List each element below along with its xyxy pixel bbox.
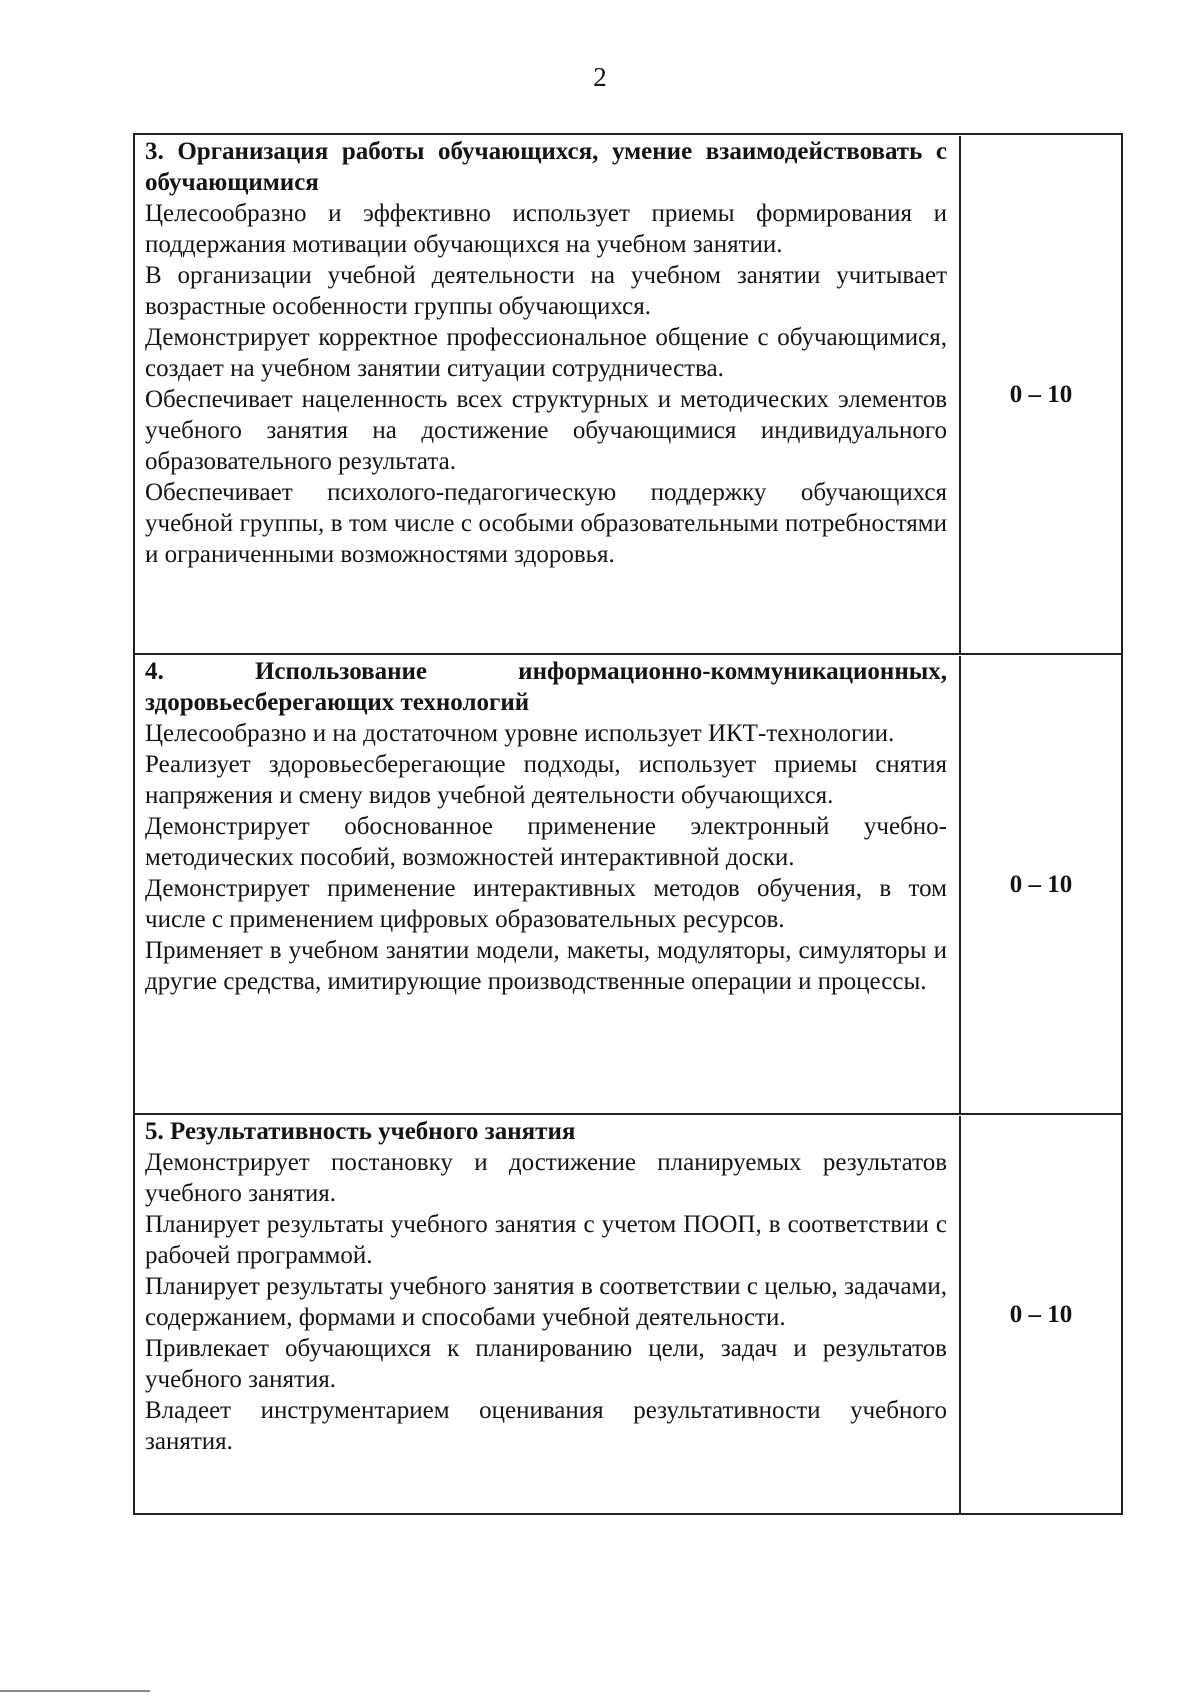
criterion-paragraph: Реализует здоровьесберегающие подходы, использует приемы снятия напряжения и смену видов учебной деятельности обучающихся.: [145, 751, 947, 809]
criterion-paragraph: Демонстрирует постановку и достижение планируемых результатов учебного занятия.: [145, 1149, 947, 1207]
criterion-paragraph: Планирует результаты учебного занятия в соответствии с целью, задачами, содержанием, формами и способами учебной деятельности.: [145, 1273, 947, 1331]
criteria-table: [133, 133, 1123, 1515]
criterion-paragraph: Демонстрирует обоснованное применение электронный учебно-методических пособий, возможностей интерактивной доски.: [145, 813, 947, 871]
criterion-heading: 3. Организация работы обучающихся, умение взаимодействовать с обучающимися: [145, 138, 947, 196]
page-number: 2: [593, 62, 607, 92]
criterion-heading: 5. Результативность учебного занятия: [145, 1118, 576, 1145]
criterion-paragraph: Применяет в учебном занятии модели, макеты, модуляторы, симуляторы и другие средства, имитирующие производственные операции и процессы.: [145, 937, 947, 995]
criterion-paragraph: Обеспечивает психолого-педагогическую поддержку обучающихся учебной группы, в том числе с особыми образовательными потребностями и ограниченными возможностями здоровья.: [145, 479, 947, 568]
scan-edge-mark: [0, 1690, 150, 1692]
criterion-paragraph: Планирует результаты учебного занятия с учетом ПООП, в соответствии с рабочей программой.: [145, 1211, 947, 1269]
criterion-description-cell: [135, 136, 961, 653]
criterion-heading: 4. Использование информационно-коммуникационных, здоровьесберегающих технологий: [145, 658, 947, 716]
criterion-description-cell: [135, 656, 961, 1113]
criterion-paragraph: В организации учебной деятельности на учебном занятии учитывает возрастные особенности группы обучающихся.: [145, 262, 947, 320]
criterion-paragraph: Владеет инструментарием оценивания результативности учебного занятия.: [145, 1397, 947, 1455]
criterion-paragraph: Целесообразно и на достаточном уровне использует ИКТ-технологии.: [145, 720, 895, 747]
criterion-paragraph: Целесообразно и эффективно использует приемы формирования и поддержания мотивации обучающихся на учебном занятии.: [145, 200, 947, 258]
score-range: 0 – 10: [1009, 870, 1073, 898]
criterion-paragraph: Привлекает обучающихся к планированию цели, задач и результатов учебного занятия.: [145, 1335, 947, 1393]
criterion-paragraph: Обеспечивает нацеленность всех структурных и методических элементов учебного занятия на достижение обучающимися индивидуального образовательного результата.: [145, 386, 947, 475]
criterion-paragraph: Демонстрирует корректное профессиональное общение с обучающимися, создает на учебном занятии ситуации сотрудничества.: [145, 324, 947, 382]
criterion-description-cell: [135, 1116, 961, 1513]
score-range: 0 – 10: [1009, 380, 1073, 408]
table-row: [135, 1115, 1121, 1515]
table-row: [135, 135, 1121, 655]
criterion-paragraph: Демонстрирует применение интерактивных методов обучения, в том числе с применением цифровых образовательных ресурсов.: [145, 875, 947, 933]
score-cell: [961, 136, 1121, 653]
score-cell: [961, 656, 1121, 1113]
table-row: [135, 655, 1121, 1115]
score-range: 0 – 10: [1009, 1300, 1073, 1328]
score-cell: [961, 1116, 1121, 1513]
